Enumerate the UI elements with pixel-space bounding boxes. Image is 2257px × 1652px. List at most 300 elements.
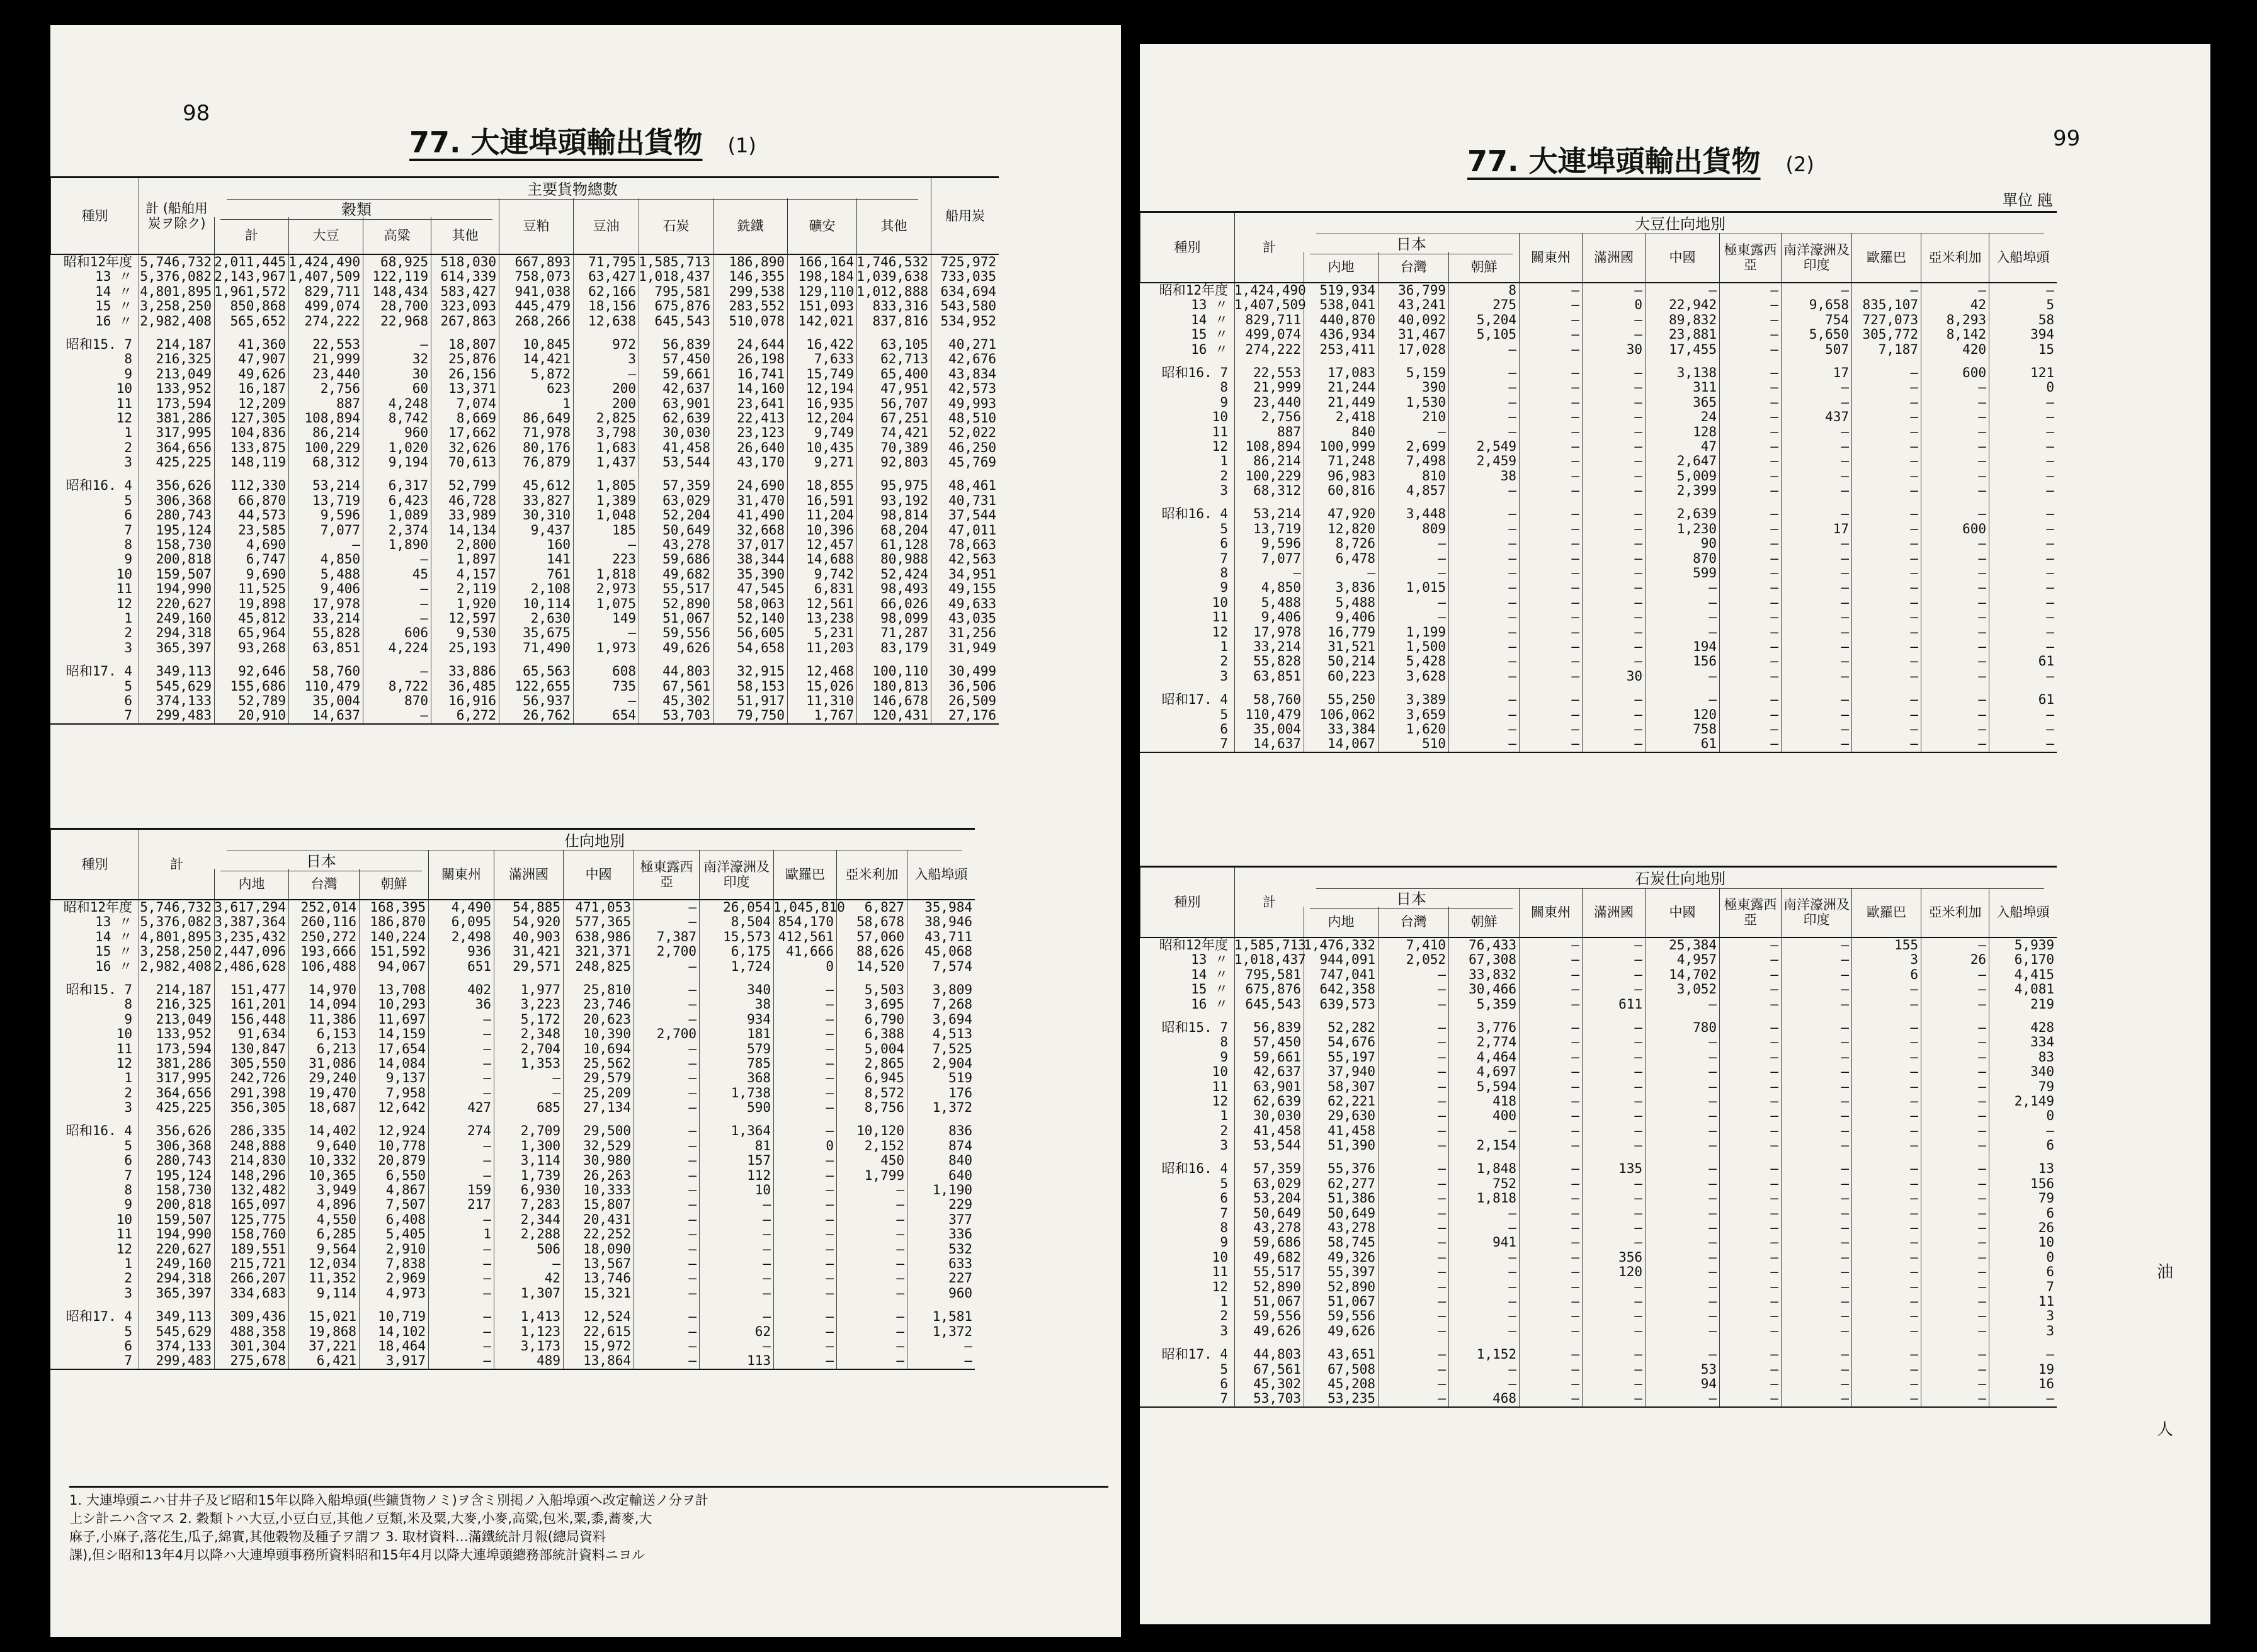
table-cell: — [1508, 624, 1516, 640]
table-cell: 94,067 [378, 958, 426, 974]
row-label: 3 [124, 640, 132, 655]
table-row [50, 930, 975, 944]
table-cell: 2,825 [596, 410, 636, 426]
table-cell: — [1438, 1175, 1446, 1191]
table-cell: — [896, 1323, 904, 1339]
table-row [1140, 1191, 2057, 1206]
table-cell: 49,682 [662, 566, 710, 582]
table-cell: 135 [1618, 1161, 1642, 1177]
table-cell: 120 [1618, 1264, 1642, 1280]
table-cell: — [2046, 668, 2054, 684]
table-cell: 22,942 [1669, 297, 1717, 313]
table-cell: 1,048 [596, 507, 636, 523]
table-row [1140, 640, 2057, 654]
table-cell: — [896, 1197, 904, 1213]
table-cell: — [1634, 1049, 1642, 1065]
title-text: 77. 大連埠頭輸出貨物 [1467, 144, 1761, 178]
table-cell: — [1841, 1093, 1849, 1109]
table-row [50, 269, 999, 284]
table-cell: — [2046, 283, 2054, 298]
table-cell: 1,961,572 [214, 283, 286, 299]
table-cell: 425,225 [156, 1100, 212, 1116]
table-row [1140, 722, 2057, 737]
table-cell: — [1910, 365, 1918, 380]
table-cell: — [1770, 653, 1778, 669]
table-cell: 488,358 [230, 1323, 286, 1339]
row-label: 7 [1220, 550, 1228, 566]
table-row [50, 1354, 975, 1368]
table-cell: — [1978, 565, 1986, 581]
table-cell: 55,197 [1327, 1049, 1375, 1065]
table-cell: 33,384 [1327, 721, 1375, 737]
table-cell: 36 [475, 997, 491, 1012]
table-cell: 10,845 [523, 336, 571, 352]
table-cell: 41,458 [1327, 1123, 1375, 1138]
table-cell: — [1910, 982, 1918, 997]
table-cell: — [1708, 609, 1717, 625]
table-cell: — [1841, 982, 1849, 997]
table-cell: 3 [628, 351, 636, 367]
table-cell: 538,041 [1319, 297, 1375, 313]
table-cell: — [1978, 1064, 1986, 1080]
table-cell: 960 [404, 425, 428, 441]
table-cell: 642,358 [1319, 982, 1375, 997]
table-cell: — [688, 1070, 696, 1086]
table-row [50, 1027, 975, 1041]
table-cell: — [688, 1153, 696, 1168]
table-cell: 33,827 [523, 492, 571, 508]
table-cell: 61 [2038, 653, 2054, 669]
table-cell: 4,690 [246, 537, 286, 553]
table-cell: 590 [747, 1100, 771, 1116]
table-cell: — [1841, 668, 1849, 684]
table-row [50, 1056, 975, 1071]
table-cell: 291,398 [230, 1085, 286, 1100]
table-cell: 165,097 [230, 1197, 286, 1213]
table-cell: 62,166 [588, 283, 636, 299]
table-cell: — [1978, 1293, 1986, 1309]
table-cell: 1,018,437 [1234, 952, 1306, 968]
table-row [50, 679, 999, 694]
table-cell: — [1634, 438, 1642, 454]
table-cell: 364,656 [156, 439, 212, 455]
table-cell: 7,410 [1406, 937, 1446, 953]
table-cell: 2,348 [520, 1026, 560, 1042]
table-cell: 364,656 [156, 1085, 212, 1100]
row-label: 昭和12年度 [63, 900, 132, 915]
table-cell: — [1770, 1391, 1778, 1406]
table-cell: — [1770, 1064, 1778, 1080]
table-cell: — [1438, 1249, 1446, 1265]
table-cell: 71,287 [880, 625, 928, 641]
table-cell: 9,640 [316, 1138, 356, 1153]
column-header: 豆油 [573, 198, 639, 254]
table-cell: — [483, 1167, 491, 1183]
table-cell: — [1910, 453, 1918, 469]
table-cell: 40,903 [513, 929, 560, 944]
table-cell: 49,993 [948, 395, 996, 411]
table-cell: 14,970 [309, 982, 356, 997]
row-label: 1 [124, 1255, 132, 1271]
table-row [50, 1012, 975, 1027]
table-cell: 166,164 [798, 254, 854, 269]
table-cell: 67,508 [1327, 1361, 1375, 1377]
table-cell: — [826, 1167, 834, 1183]
table-cell: 4,867 [385, 1182, 426, 1198]
table-cell: 130,847 [230, 1041, 286, 1056]
table-cell: 2,374 [388, 522, 428, 538]
table-cell: 52,204 [662, 507, 710, 523]
table-cell: 5,405 [385, 1226, 426, 1242]
table-cell: — [1508, 380, 1516, 395]
table-row [50, 944, 975, 959]
table-cell: — [1571, 1138, 1579, 1153]
table-cell: 146,355 [729, 269, 785, 285]
row-label: 9 [124, 552, 132, 567]
table-row [1140, 566, 2057, 580]
table-cell: 30,499 [948, 664, 996, 679]
table-cell: 4,415 [2014, 966, 2054, 982]
row-label: 昭和17. 4 [1161, 1347, 1228, 1362]
table-cell: — [2046, 506, 2054, 522]
table-cell: — [826, 982, 834, 997]
table-cell: 58,760 [312, 664, 360, 679]
table-cell: 10,390 [583, 1026, 631, 1042]
table-cell: 1,581 [932, 1309, 972, 1325]
table-cell: — [1634, 982, 1642, 997]
row-label: 7 [1220, 1391, 1228, 1406]
table-cell: 19,868 [309, 1323, 356, 1339]
table-row [1140, 298, 2057, 312]
table-cell: 4,801,895 [140, 929, 212, 944]
table-row [50, 1042, 975, 1056]
table-cell: 63,901 [662, 395, 710, 411]
table-cell: 42 [1970, 297, 1986, 313]
table-cell: — [1634, 692, 1642, 708]
table-cell: 3,776 [1476, 1019, 1516, 1035]
table-cell: — [1571, 438, 1579, 454]
table-cell: 735 [612, 678, 636, 694]
table-cell: — [1708, 1205, 1717, 1221]
table-cell: 7,074 [456, 395, 496, 411]
table-cell: — [483, 1138, 491, 1153]
table-cell: — [1841, 1264, 1849, 1280]
table-row [50, 441, 999, 455]
table-cell: — [1634, 1347, 1642, 1362]
table-row [1140, 669, 2057, 684]
table-cell: 9,137 [385, 1070, 426, 1086]
table-cell: — [2046, 609, 2054, 625]
table-cell: 249,160 [156, 610, 212, 626]
table-cell: 1,739 [520, 1167, 560, 1183]
table-cell: 1,799 [864, 1167, 904, 1183]
table-cell: 3 [1910, 952, 1918, 968]
table-cell: 49,626 [238, 366, 286, 382]
table-cell: 151,592 [370, 944, 426, 959]
table-cell: 17,654 [378, 1041, 426, 1056]
table-row [50, 255, 999, 269]
table-cell: — [1770, 1019, 1778, 1035]
column-header: 其他 [431, 217, 499, 254]
table-row [1140, 522, 2057, 536]
table-cell: 38,946 [924, 914, 972, 930]
table-cell: 2,143,967 [214, 269, 286, 285]
table-cell: — [1634, 312, 1642, 327]
table-cell: 10 [754, 1182, 771, 1198]
table-cell: 6,790 [864, 1011, 904, 1027]
table-cell: 62,639 [1253, 1093, 1301, 1109]
table-cell: 4,464 [1476, 1049, 1516, 1065]
column-header: 台灣 [1378, 252, 1448, 282]
table-cell: 59,661 [662, 366, 710, 382]
table-cell: 16,187 [238, 381, 286, 397]
table-cell: — [628, 366, 636, 382]
table-cell: — [1770, 1138, 1778, 1153]
column-header: 亞米利加 [1921, 888, 1989, 937]
table-cell: — [896, 1241, 904, 1257]
table-cell: 638,986 [575, 929, 631, 944]
table-cell: 55,828 [1253, 653, 1301, 669]
table-cell: 4,081 [2014, 982, 2054, 997]
table-cell: 15,321 [583, 1285, 631, 1301]
column-header: 歐羅巴 [1851, 888, 1921, 937]
table-cell: — [1571, 1279, 1579, 1294]
table-cell: — [1978, 668, 1986, 684]
table-cell: — [1978, 1205, 1986, 1221]
table-cell: — [1770, 1161, 1778, 1177]
sub-group-header: 日本 [1310, 232, 1513, 254]
row-label: 5 [1220, 521, 1228, 536]
table-cell: — [1634, 1205, 1642, 1221]
table-cell: 7,574 [932, 958, 972, 974]
table-cell: 61,128 [880, 537, 928, 553]
table-cell: — [1770, 1323, 1778, 1338]
table-cell: — [1910, 624, 1918, 640]
table-cell: 321,371 [575, 944, 631, 959]
row-label: 10 [1212, 409, 1228, 425]
table-cell: — [1634, 706, 1642, 722]
table-cell: 623 [547, 381, 571, 397]
table-cell: 874 [948, 1138, 972, 1153]
table-cell: 43,278 [662, 537, 710, 553]
table-cell: 11,203 [806, 640, 854, 655]
table-cell: 12,924 [378, 1123, 426, 1139]
table-cell: 36,799 [1398, 283, 1446, 298]
table-cell: 21,999 [1253, 380, 1301, 395]
column-header: 亞米利加 [836, 850, 907, 899]
table-cell: 306,368 [156, 1138, 212, 1153]
table-cell: — [1910, 1347, 1918, 1362]
table-cell: 2,910 [385, 1241, 426, 1257]
table-cell: 132,482 [230, 1182, 286, 1198]
table-cell: — [1508, 1308, 1516, 1324]
column-header: 種別 [50, 830, 139, 899]
table-cell: 43,035 [948, 610, 996, 626]
table-cell: — [1508, 1123, 1516, 1138]
table-cell: — [1708, 1049, 1717, 1065]
table-cell: — [1770, 580, 1778, 596]
table-cell: 148,434 [372, 283, 428, 299]
table-cell: 10,332 [309, 1153, 356, 1168]
table-coal-destination [1140, 866, 2210, 1408]
table-cell: 8,572 [864, 1085, 904, 1100]
table-cell: 62 [754, 1323, 771, 1339]
table-cell: — [1508, 1264, 1516, 1280]
table-cell: 23,881 [1669, 327, 1717, 342]
table-cell: 158,760 [230, 1226, 286, 1242]
table-cell: — [1634, 594, 1642, 610]
table-cell: 98,814 [880, 507, 928, 523]
table-cell: 2,969 [385, 1270, 426, 1286]
table-cell: 6,408 [385, 1211, 426, 1227]
table-cell: 471,053 [575, 900, 631, 915]
table-cell: — [1708, 1138, 1717, 1153]
table-cell: — [1978, 996, 1986, 1012]
table-cell: 31,086 [309, 1055, 356, 1071]
table-cell: 151,093 [798, 298, 854, 314]
table-cell: 381,286 [156, 1055, 212, 1071]
table-cell: 120,431 [872, 708, 928, 723]
table-cell: 3,387,364 [214, 914, 286, 930]
table-cell: — [896, 1270, 904, 1286]
table-cell: — [688, 1167, 696, 1183]
table-cell: 2,149 [2014, 1093, 2054, 1109]
table-cell: 41,666 [786, 944, 834, 959]
table-cell: 5,488 [1335, 594, 1375, 610]
table-cell: 12,194 [806, 381, 854, 397]
table-cell: 274 [467, 1123, 491, 1139]
table-cell: 58 [2038, 312, 2054, 327]
table-cell: — [420, 596, 428, 611]
table-title [409, 120, 756, 161]
table-cell: — [1841, 1376, 1849, 1391]
table-cell: 936 [467, 944, 491, 959]
table-cell: — [826, 1255, 834, 1271]
table-cell: — [688, 1255, 696, 1271]
table-cell: — [1978, 506, 1986, 522]
table-cell: 2,486,628 [214, 958, 286, 974]
table-cell: 24 [1700, 409, 1717, 425]
table-cell: — [1571, 1123, 1579, 1138]
table-cell: — [763, 1309, 771, 1325]
table-cell: — [1571, 365, 1579, 380]
table-cell: 14,520 [856, 958, 904, 974]
table-cell: — [1634, 550, 1642, 566]
table-row [1140, 410, 2057, 424]
table-cell: 9,596 [320, 507, 360, 523]
table-cell: — [896, 1309, 904, 1325]
table-cell: 83 [2038, 1049, 2054, 1065]
table-cell: — [1438, 1361, 1446, 1377]
table-cell: 5 [2046, 297, 2054, 313]
table-cell: 2,011,445 [214, 254, 286, 269]
table-header [50, 828, 975, 900]
table-cell: 43,278 [1327, 1220, 1375, 1236]
row-label: 14 〃 [95, 929, 132, 944]
table-cell: 44,803 [662, 664, 710, 679]
table-cell: — [1841, 394, 1849, 410]
table-cell: 62,221 [1327, 1093, 1375, 1109]
table-row [1140, 313, 2057, 327]
table-cell: — [1841, 966, 1849, 982]
table-cell: 3,694 [932, 1011, 972, 1027]
table-cell: — [688, 1211, 696, 1227]
table-bottom-rule [1140, 1406, 2057, 1408]
table-cell: 160 [547, 537, 571, 553]
table-cell: — [1841, 736, 1849, 752]
table-cell: — [2046, 624, 2054, 640]
table-cell: 14,637 [1253, 736, 1301, 752]
table-cell: — [1910, 1249, 1918, 1265]
table-cell: 17,028 [1398, 341, 1446, 357]
table-cell: 3,052 [1676, 982, 1717, 997]
table-cell: — [1978, 580, 1986, 596]
table-cell: 229 [948, 1197, 972, 1213]
table-row [1140, 1080, 2057, 1094]
table-cell: — [1571, 982, 1579, 997]
table-cell: — [1571, 1249, 1579, 1265]
table-cell: 49,682 [1253, 1249, 1301, 1265]
table-cell: 22,968 [380, 313, 428, 329]
table-row [50, 1086, 975, 1100]
row-label: 昭和16. 4 [1161, 1161, 1228, 1177]
table-cell: 4,857 [1406, 483, 1446, 499]
table-cell: 3,173 [520, 1338, 560, 1354]
table-cell: — [2046, 424, 2054, 439]
table-cell: — [1841, 721, 1849, 737]
table-cell: — [420, 708, 428, 723]
table-cell: — [1770, 483, 1778, 499]
table-cell: — [1571, 506, 1579, 522]
table-cell: 9,114 [316, 1285, 356, 1301]
table-cell: — [1571, 937, 1579, 953]
table-cell: 45,612 [523, 478, 571, 494]
table-row [50, 641, 999, 655]
table-cell: 58,307 [1327, 1078, 1375, 1094]
table-cell: 534,952 [940, 313, 996, 329]
table-cell: 40,731 [948, 492, 996, 508]
table-cell: — [1770, 996, 1778, 1012]
table-cell: 214,187 [156, 336, 212, 352]
row-label: 昭和16. 4 [65, 478, 132, 494]
table-cell: 9,406 [1335, 609, 1375, 625]
table-cell: 58,153 [737, 678, 785, 694]
table-cell: 450 [880, 1153, 904, 1168]
table-cell: — [1708, 1347, 1717, 1362]
table-cell: — [1571, 1034, 1579, 1050]
table-row [1140, 654, 2057, 669]
table-cell: 4,850 [1261, 580, 1301, 596]
table-cell: 59,556 [1327, 1308, 1375, 1324]
table-cell: — [1571, 565, 1579, 581]
table-cell: — [1634, 1034, 1642, 1050]
table-cell: — [1438, 966, 1446, 982]
table-body [50, 255, 999, 723]
row-label: 7 [124, 1353, 132, 1369]
table-cell: — [1708, 1293, 1717, 1309]
table-cell: 20,879 [378, 1153, 426, 1168]
row-label: 3 [124, 455, 132, 470]
table-cell: 141 [547, 552, 571, 567]
table-cell: 7,077 [320, 522, 360, 538]
table-cell: — [1438, 1235, 1446, 1250]
table-cell: 17,978 [1253, 624, 1301, 640]
table-cell: 33,214 [312, 610, 360, 626]
table-cell: — [1708, 1249, 1717, 1265]
table-cell: 185 [612, 522, 636, 538]
column-header: 高粱 [363, 217, 431, 254]
table-cell: 216,325 [156, 351, 212, 367]
